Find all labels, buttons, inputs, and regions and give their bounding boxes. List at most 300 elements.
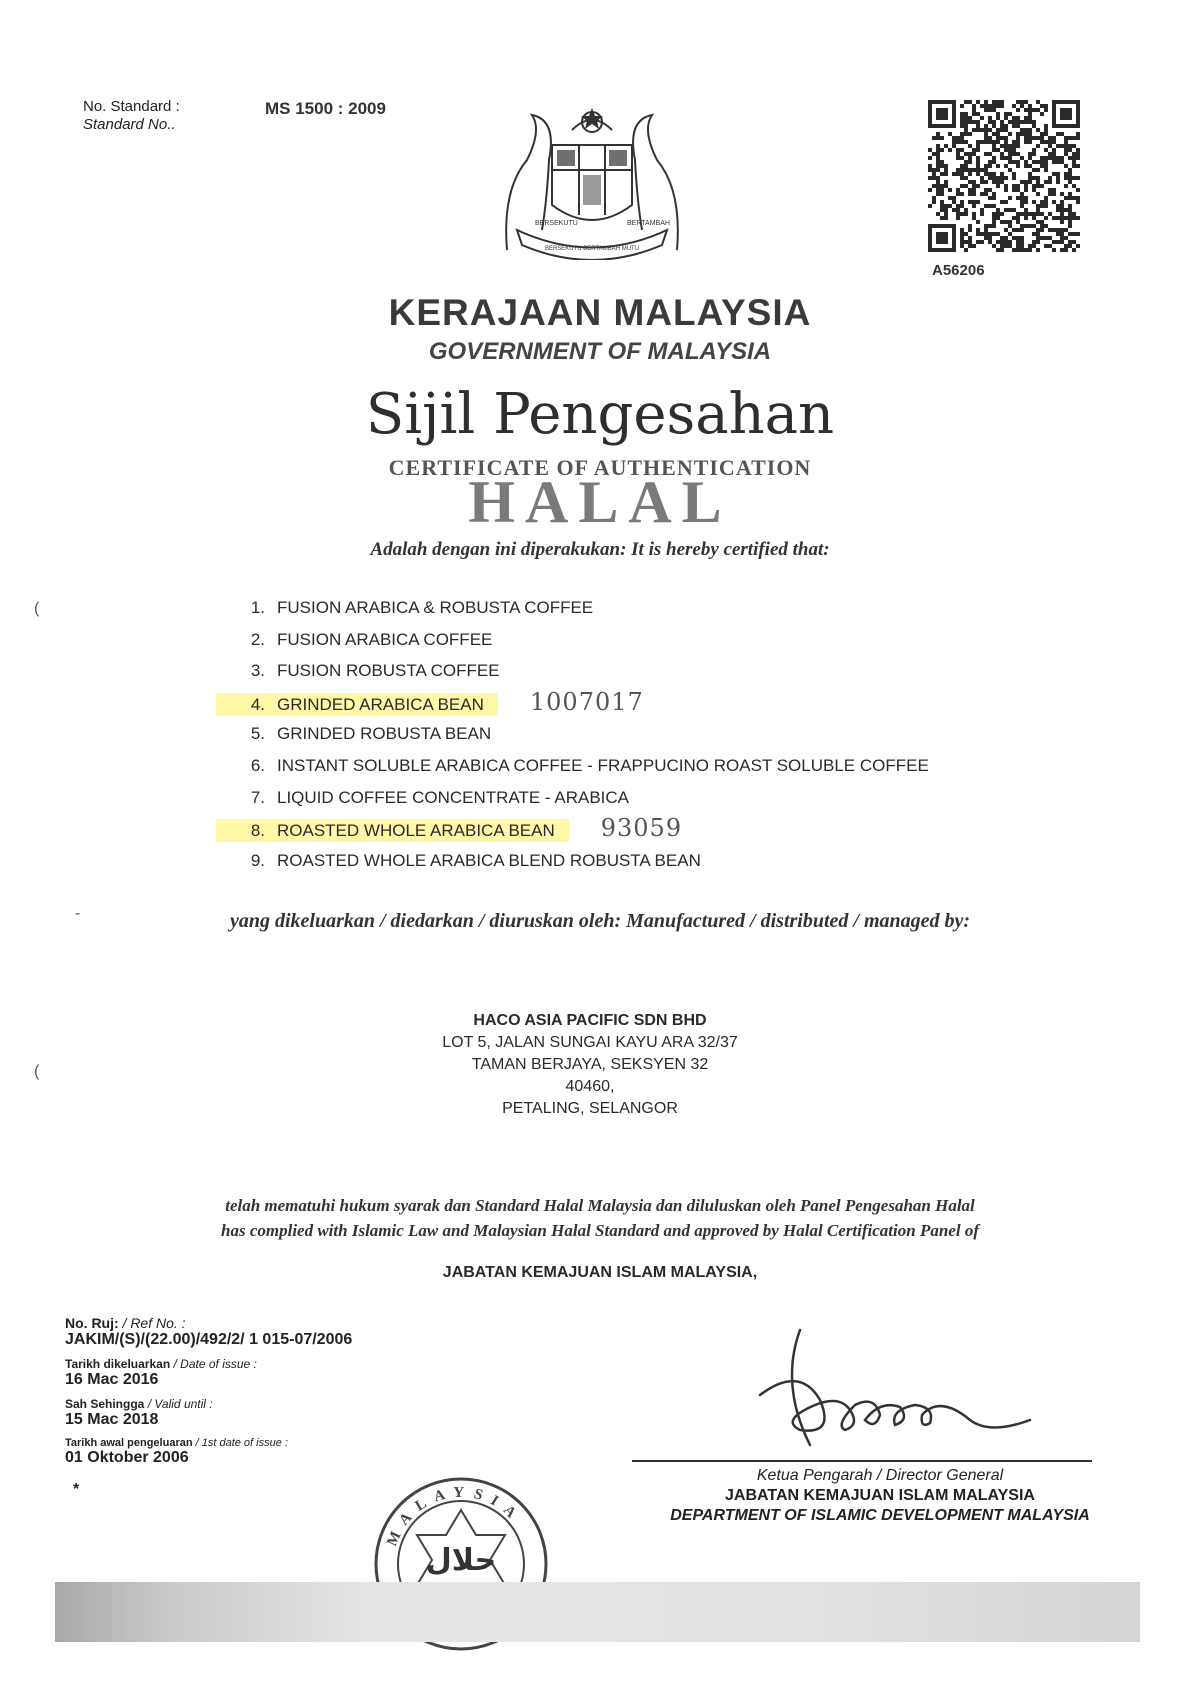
- qr-module: [996, 216, 1000, 220]
- qr-module: [964, 116, 968, 120]
- qr-module: [988, 128, 992, 132]
- valid-value: 15 Mac 2018: [65, 1411, 159, 1428]
- qr-module: [988, 108, 992, 112]
- qr-module: [1072, 156, 1076, 160]
- qr-module: [1068, 136, 1072, 140]
- qr-module: [940, 136, 944, 140]
- qr-module: [940, 200, 944, 204]
- signature-line: [632, 1460, 1092, 1462]
- qr-module: [1016, 116, 1020, 120]
- qr-module: [1068, 144, 1072, 148]
- qr-module: [1024, 132, 1028, 136]
- qr-module: [944, 172, 948, 176]
- qr-module: [1004, 144, 1008, 148]
- qr-module: [992, 172, 996, 176]
- standard-label-en: Standard No..: [83, 116, 176, 133]
- qr-module: [948, 132, 952, 136]
- qr-module: [932, 196, 936, 200]
- qr-module: [988, 240, 992, 244]
- qr-module: [976, 200, 980, 204]
- qr-module: [1044, 204, 1048, 208]
- first-issue-label-ms: Tarikh awal pengeluaran: [65, 1437, 193, 1449]
- qr-module: [984, 188, 988, 192]
- qr-module: [1072, 136, 1076, 140]
- qr-module: [996, 100, 1000, 104]
- qr-module: [1028, 128, 1032, 132]
- qr-module: [976, 148, 980, 152]
- qr-module: [1000, 220, 1004, 224]
- qr-module: [992, 100, 996, 104]
- qr-module: [996, 212, 1000, 216]
- qr-module: [960, 244, 964, 248]
- qr-module: [1016, 132, 1020, 136]
- qr-module: [964, 232, 968, 236]
- qr-module: [1032, 160, 1036, 164]
- qr-module: [1076, 132, 1080, 136]
- qr-module: [976, 228, 980, 232]
- qr-module: [968, 100, 972, 104]
- qr-module: [960, 184, 964, 188]
- qr-module: [928, 176, 932, 180]
- qr-module: [968, 168, 972, 172]
- qr-module: [968, 160, 972, 164]
- qr-module: [1028, 108, 1032, 112]
- qr-module: [1008, 132, 1012, 136]
- qr-module: [1040, 160, 1044, 164]
- qr-module: [1052, 228, 1056, 232]
- qr-module: [1028, 112, 1032, 116]
- qr-module: [976, 144, 980, 148]
- qr-module: [1004, 124, 1008, 128]
- qr-module: [1000, 248, 1004, 252]
- qr-module: [1020, 196, 1024, 200]
- handwritten-note: 1007017: [529, 687, 644, 716]
- qr-module: [1036, 204, 1040, 208]
- qr-module: [988, 236, 992, 240]
- product-item: [228, 655, 929, 687]
- signatory-dept-ms: JABATAN KEMAJUAN ISLAM MALAYSIA: [725, 1487, 1035, 1504]
- qr-module: [980, 104, 984, 108]
- qr-module: [1004, 228, 1008, 232]
- qr-module: [1072, 216, 1076, 220]
- qr-module: [964, 176, 968, 180]
- qr-module: [1076, 148, 1080, 152]
- qr-module: [940, 184, 944, 188]
- qr-module: [1032, 108, 1036, 112]
- qr-module: [1028, 116, 1032, 120]
- qr-module: [1036, 108, 1040, 112]
- qr-module: [964, 132, 968, 136]
- qr-module: [1008, 232, 1012, 236]
- qr-module: [944, 180, 948, 184]
- qr-module: [1028, 212, 1032, 216]
- qr-module: [960, 168, 964, 172]
- qr-module: [976, 232, 980, 236]
- margin-mark-mid: (: [34, 1063, 40, 1080]
- qr-module: [992, 108, 996, 112]
- qr-module: [1064, 172, 1068, 176]
- qr-module: [1000, 100, 1004, 104]
- qr-module: [1020, 244, 1024, 248]
- qr-module: [1060, 132, 1064, 136]
- qr-module: [1004, 176, 1008, 180]
- qr-module: [996, 128, 1000, 132]
- qr-module: [1040, 112, 1044, 116]
- qr-module: [1000, 104, 1004, 108]
- qr-module: [988, 196, 992, 200]
- qr-module: [1044, 196, 1048, 200]
- qr-module: [1040, 104, 1044, 108]
- qr-module: [1040, 228, 1044, 232]
- qr-module: [1004, 184, 1008, 188]
- qr-module: [976, 184, 980, 188]
- qr-module: [956, 172, 960, 176]
- qr-module: [992, 192, 996, 196]
- qr-module: [1012, 120, 1016, 124]
- qr-module: [1056, 160, 1060, 164]
- qr-module: [944, 164, 948, 168]
- qr-module: [992, 144, 996, 148]
- qr-module: [1056, 176, 1060, 180]
- qr-module: [1068, 192, 1072, 196]
- qr-module: [940, 216, 944, 220]
- qr-module: [1020, 192, 1024, 196]
- qr-module: [936, 212, 940, 216]
- qr-module: [972, 200, 976, 204]
- qr-module: [1028, 156, 1032, 160]
- qr-module: [1008, 112, 1012, 116]
- qr-module: [956, 148, 960, 152]
- qr-module: [1040, 200, 1044, 204]
- qr-module: [928, 156, 932, 160]
- qr-module: [964, 140, 968, 144]
- qr-module: [996, 140, 1000, 144]
- standard-value: MS 1500 : 2009: [265, 99, 386, 118]
- qr-module: [1016, 100, 1020, 104]
- qr-module: [968, 152, 972, 156]
- qr-module: [972, 212, 976, 216]
- qr-module: [1068, 176, 1072, 180]
- qr-module: [960, 116, 964, 120]
- qr-code-number: A56206: [932, 262, 985, 279]
- qr-module: [996, 208, 1000, 212]
- qr-module: [992, 160, 996, 164]
- qr-module: [956, 156, 960, 160]
- qr-module: [1036, 176, 1040, 180]
- qr-module: [936, 184, 940, 188]
- product-item: [228, 845, 929, 877]
- qr-module: [1076, 136, 1080, 140]
- product-name: FUSION ARABICA COFFEE: [277, 629, 493, 649]
- qr-module: [976, 164, 980, 168]
- qr-module: [1008, 160, 1012, 164]
- qr-module: [964, 164, 968, 168]
- qr-module: [976, 172, 980, 176]
- qr-module: [1052, 188, 1056, 192]
- qr-module: [1000, 244, 1004, 248]
- qr-module: [1044, 180, 1048, 184]
- qr-module: [976, 120, 980, 124]
- qr-module: [1016, 136, 1020, 140]
- valid-label-ms: Sah Sehingga: [65, 1397, 145, 1411]
- qr-module: [988, 104, 992, 108]
- qr-module: [1048, 236, 1052, 240]
- product-item: [228, 813, 929, 845]
- qr-module: [984, 204, 988, 208]
- crest-motto-banner: BERSEKUTU BERTAMBAH MUTU: [544, 246, 640, 252]
- qr-module: [936, 156, 940, 160]
- qr-module: [1016, 184, 1020, 188]
- title-sijil-pengesahan: Sijil Pengesahan: [365, 382, 835, 447]
- qr-module: [1012, 152, 1016, 156]
- qr-module: [960, 240, 964, 244]
- qr-module: [1044, 108, 1048, 112]
- certify-line: Adalah dengan ini diperakukan: It is hereby certified that:: [370, 539, 830, 560]
- qr-module: [1048, 180, 1052, 184]
- qr-module: [1024, 208, 1028, 212]
- qr-module: [1004, 244, 1008, 248]
- qr-module: [960, 140, 964, 144]
- qr-module: [1064, 216, 1068, 220]
- qr-module: [1064, 144, 1068, 148]
- qr-module: [936, 164, 940, 168]
- qr-module: [980, 232, 984, 236]
- qr-module: [988, 136, 992, 140]
- qr-module: [940, 192, 944, 196]
- qr-module: [992, 104, 996, 108]
- qr-module: [1036, 168, 1040, 172]
- qr-module: [988, 120, 992, 124]
- qr-module: [976, 156, 980, 160]
- qr-module: [960, 120, 964, 124]
- qr-module: [1012, 216, 1016, 220]
- qr-module: [1032, 216, 1036, 220]
- qr-module: [1016, 144, 1020, 148]
- qr-module: [964, 100, 968, 104]
- qr-module: [1060, 204, 1064, 208]
- qr-module: [1052, 140, 1056, 144]
- qr-module: [1064, 152, 1068, 156]
- qr-module: [1036, 136, 1040, 140]
- qr-module: [1064, 244, 1068, 248]
- qr-module: [1068, 168, 1072, 172]
- qr-module: [1044, 216, 1048, 220]
- qr-module: [988, 176, 992, 180]
- qr-module: [936, 176, 940, 180]
- qr-module: [940, 172, 944, 176]
- qr-module: [996, 112, 1000, 116]
- qr-module: [940, 208, 944, 212]
- qr-module: [1040, 236, 1044, 240]
- qr-module: [1056, 232, 1060, 236]
- halal-logo-arabic: حلال: [425, 1543, 497, 1578]
- qr-module: [1072, 240, 1076, 244]
- qr-module: [1012, 208, 1016, 212]
- qr-module: [1044, 132, 1048, 136]
- qr-module: [1036, 160, 1040, 164]
- qr-module: [1040, 224, 1044, 228]
- qr-module: [1032, 224, 1036, 228]
- qr-module: [968, 192, 972, 196]
- qr-module: [976, 240, 980, 244]
- product-item: [228, 687, 929, 719]
- qr-module: [1012, 172, 1016, 176]
- qr-module: [984, 228, 988, 232]
- qr-module: [1020, 224, 1024, 228]
- qr-module: [936, 152, 940, 156]
- qr-module: [988, 160, 992, 164]
- qr-module: [1024, 108, 1028, 112]
- product-number: 2.: [250, 629, 265, 649]
- compliance-statement-en: has complied with Islamic Law and Malaysian Halal Standard and approved by Halal Certification Panel of: [221, 1221, 979, 1240]
- qr-module: [1052, 156, 1056, 160]
- qr-module: [1036, 180, 1040, 184]
- qr-code: [928, 100, 1080, 252]
- qr-module: [1024, 188, 1028, 192]
- qr-module: [1068, 220, 1072, 224]
- signatory-title: Ketua Pengarah / Director General: [756, 1467, 1004, 1484]
- qr-module: [1028, 176, 1032, 180]
- qr-module: [1012, 188, 1016, 192]
- qr-module: [1004, 140, 1008, 144]
- qr-module: [980, 180, 984, 184]
- qr-module: [1016, 140, 1020, 144]
- qr-module: [996, 180, 1000, 184]
- qr-module: [988, 188, 992, 192]
- qr-module: [992, 120, 996, 124]
- qr-module: [1072, 212, 1076, 216]
- qr-module: [1056, 204, 1060, 208]
- company-address-line-4: PETALING, SELANGOR: [502, 1100, 678, 1117]
- company-address-line-3: 40460,: [565, 1078, 615, 1095]
- title-halal: HALAL: [468, 469, 732, 535]
- qr-module: [1020, 180, 1024, 184]
- qr-module: [1068, 240, 1072, 244]
- product-highlight: [216, 693, 498, 716]
- qr-module: [960, 172, 964, 176]
- signatory-dept-en: DEPARTMENT OF ISLAMIC DEVELOPMENT MALAYSIA: [670, 1507, 1090, 1524]
- qr-module: [1028, 224, 1032, 228]
- qr-module: [1036, 184, 1040, 188]
- qr-module: [1004, 136, 1008, 140]
- qr-module: [1052, 148, 1056, 152]
- qr-module: [1044, 168, 1048, 172]
- qr-module: [964, 184, 968, 188]
- qr-module: [960, 136, 964, 140]
- issue-value: 16 Mac 2016: [65, 1371, 159, 1388]
- handwritten-note: 93059: [600, 814, 683, 843]
- qr-module: [1040, 156, 1044, 160]
- qr-module: [1000, 236, 1004, 240]
- qr-module: [968, 116, 972, 120]
- qr-module: [1032, 176, 1036, 180]
- compliance-statement: [0, 1193, 1200, 1243]
- qr-module: [964, 128, 968, 132]
- qr-module: [1008, 220, 1012, 224]
- qr-module: [960, 204, 964, 208]
- qr-module: [984, 100, 988, 104]
- qr-module: [1040, 164, 1044, 168]
- qr-module: [1036, 100, 1040, 104]
- crest-motto-left: BERSEKUTU: [535, 220, 578, 227]
- qr-module: [936, 180, 940, 184]
- qr-module: [1044, 224, 1048, 228]
- qr-module: [1048, 156, 1052, 160]
- qr-module: [988, 152, 992, 156]
- qr-module: [928, 164, 932, 168]
- qr-module: [972, 180, 976, 184]
- qr-module: [1012, 160, 1016, 164]
- product-name: GRINDED ARABICA BEAN: [277, 694, 484, 714]
- qr-module: [1052, 216, 1056, 220]
- qr-module: [1064, 164, 1068, 168]
- qr-module: [1036, 212, 1040, 216]
- qr-module: [988, 116, 992, 120]
- qr-module: [1000, 144, 1004, 148]
- company-address-line-1: LOT 5, JALAN SUNGAI KAYU ARA 32/37: [442, 1034, 738, 1051]
- qr-module: [1004, 164, 1008, 168]
- qr-module: [960, 164, 964, 168]
- qr-module: [1064, 140, 1068, 144]
- qr-module: [1000, 180, 1004, 184]
- title-government-ms: KERAJAAN MALAYSIA: [388, 292, 812, 333]
- qr-module: [1048, 144, 1052, 148]
- qr-module: [956, 168, 960, 172]
- qr-module: [1028, 140, 1032, 144]
- qr-module: [956, 216, 960, 220]
- qr-module: [1024, 212, 1028, 216]
- qr-module: [1032, 168, 1036, 172]
- qr-module: [988, 172, 992, 176]
- qr-module: [988, 224, 992, 228]
- qr-module: [992, 244, 996, 248]
- qr-module: [980, 176, 984, 180]
- qr-module: [1004, 200, 1008, 204]
- qr-module: [972, 112, 976, 116]
- qr-module: [1024, 120, 1028, 124]
- ref-label-ms: No. Ruj:: [65, 1315, 119, 1331]
- qr-module: [1076, 232, 1080, 236]
- qr-module: [1032, 232, 1036, 236]
- qr-module: [1016, 152, 1020, 156]
- qr-module: [984, 104, 988, 108]
- qr-module: [968, 228, 972, 232]
- product-item: [228, 750, 929, 782]
- qr-module: [996, 240, 1000, 244]
- qr-module: [988, 204, 992, 208]
- qr-module: [1056, 180, 1060, 184]
- qr-module: [968, 172, 972, 176]
- qr-module: [1060, 248, 1064, 252]
- qr-module: [964, 248, 968, 252]
- qr-module: [968, 188, 972, 192]
- qr-module: [996, 248, 1000, 252]
- qr-module: [968, 200, 972, 204]
- qr-module: [940, 160, 944, 164]
- qr-module: [1040, 184, 1044, 188]
- qr-module: [972, 188, 976, 192]
- qr-module: [992, 124, 996, 128]
- qr-module: [1036, 236, 1040, 240]
- qr-module: [988, 140, 992, 144]
- qr-module: [1012, 140, 1016, 144]
- qr-module: [984, 192, 988, 196]
- qr-module: [1068, 208, 1072, 212]
- qr-module: [1060, 220, 1064, 224]
- qr-module: [1068, 172, 1072, 176]
- ref-value: JAKIM/(S)/(22.00)/492/2/ 1 015-07/2006: [65, 1331, 353, 1348]
- qr-module: [1056, 228, 1060, 232]
